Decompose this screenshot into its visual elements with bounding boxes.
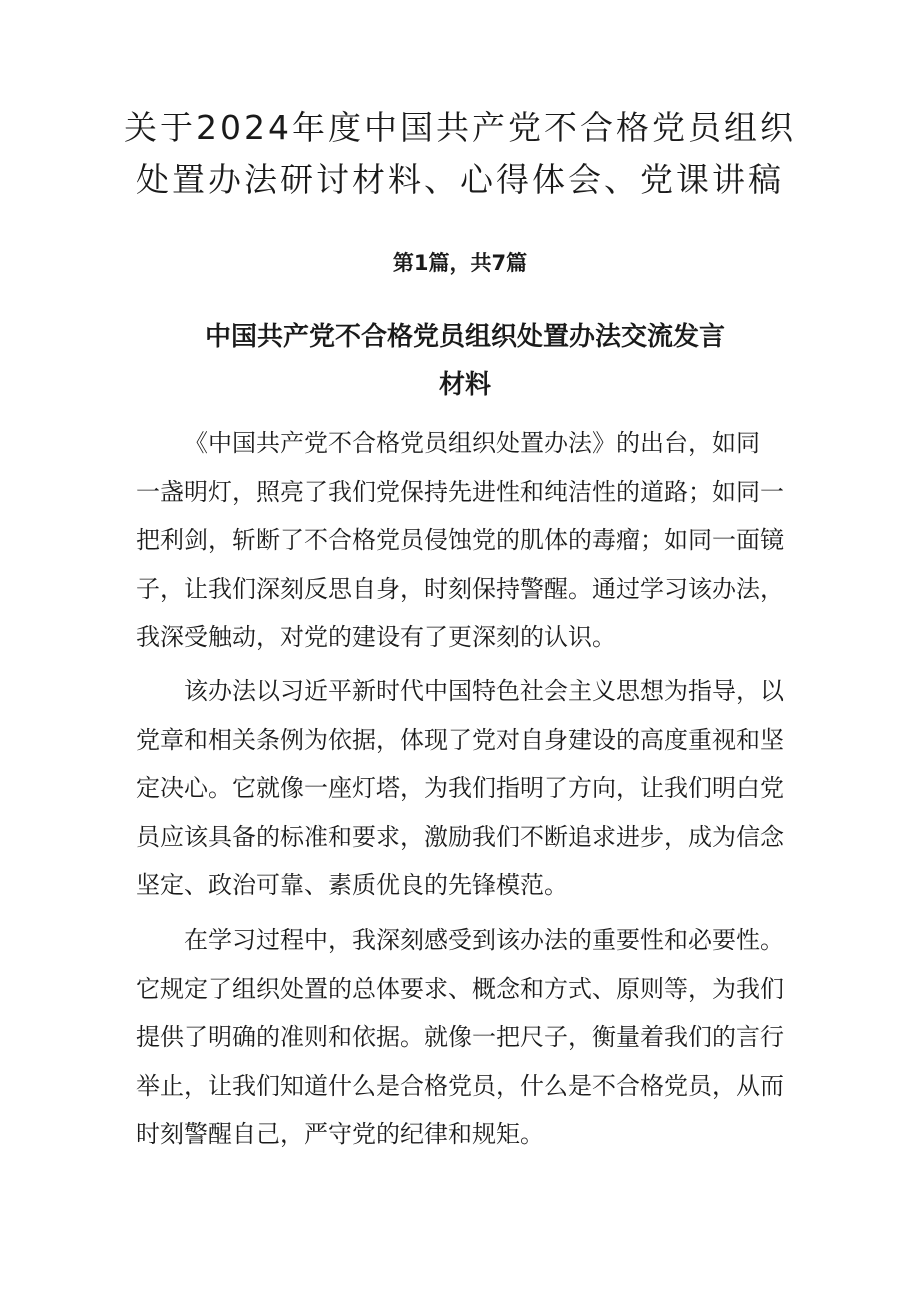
paragraph-line: 我深受触动，对党的建设有了更深刻的认识。: [136, 623, 616, 652]
paragraph-line: 在学习过程中，我深刻感受到该办法的重要性和必要性。: [184, 926, 784, 954]
paragraph-line: 坚定、政治可靠、素质优良的先锋模范。: [136, 871, 568, 900]
section-title: [120, 313, 810, 409]
paragraph-line: 定决心。它就像一座灯塔，为我们指明了方向，让我们明白党: [136, 774, 784, 803]
document-title-line: 关于2024年度中国共产党不合格党员组织: [124, 108, 796, 147]
document-title-line: 处置办法研讨材料、心得体会、党课讲稿: [136, 160, 784, 199]
body-paragraph-3: [136, 916, 796, 1159]
body-paragraph-1: [136, 419, 796, 662]
document-title: [100, 102, 820, 206]
paragraph-line: 子，让我们深刻反思自身，时刻保持警醒。通过学习该办法，: [136, 574, 784, 603]
paragraph-line: 员应该具备的标准和要求，激励我们不断追求进步，成为信念: [136, 822, 784, 851]
section-title-line: 材料: [438, 370, 491, 400]
paragraph-line: 党章和相关条例为依据，体现了党对自身建设的高度重视和坚: [136, 725, 784, 754]
part-indicator: 第1篇，共7篇: [392, 251, 528, 275]
paragraph-line: 一盏明灯，照亮了我们党保持先进性和纯洁性的道路；如同一: [136, 477, 784, 506]
paragraph-line: 它规定了组织处置的总体要求、概念和方式、原则等，为我们: [136, 974, 784, 1003]
paragraph-line: 把利剑，斩断了不合格党员侵蚀党的肌体的毒瘤；如同一面镜: [136, 526, 784, 555]
paragraph-line: 时刻警醒自己，严守党的纪律和规矩。: [136, 1120, 544, 1149]
paragraph-line: 提供了明确的准则和依据。就像一把尺子，衡量着我们的言行: [136, 1023, 784, 1052]
paragraph-line: 《中国共产党不合格党员组织处置办法》的出台，如同: [184, 429, 760, 457]
body-paragraph-2: [136, 667, 796, 910]
section-title-line: 中国共产党不合格党员组织处置办法交流发言: [204, 322, 725, 352]
paragraph-line: 该办法以习近平新时代中国特色社会主义思想为指导，以: [184, 677, 784, 705]
paragraph-line: 举止，让我们知道什么是合格党员，什么是不合格党员，从而: [136, 1071, 784, 1100]
